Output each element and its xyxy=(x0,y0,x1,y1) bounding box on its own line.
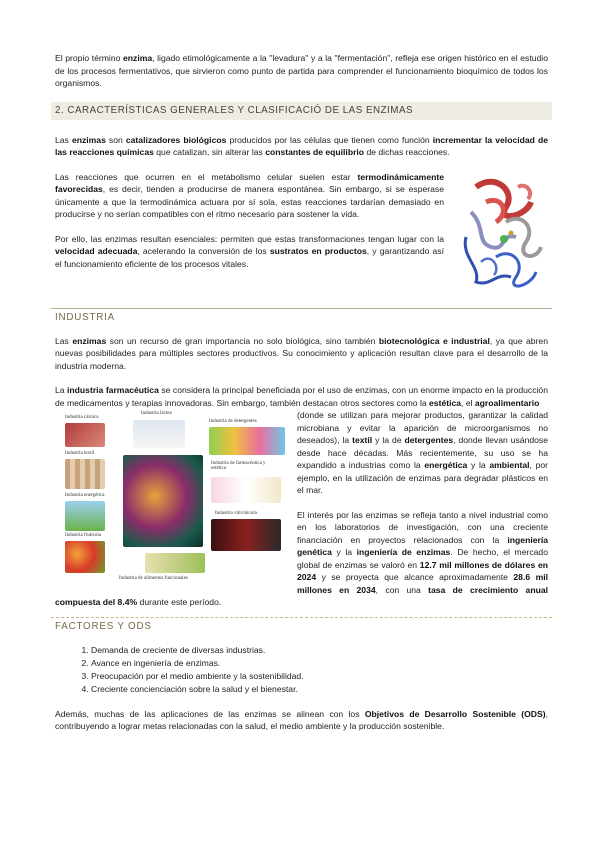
industria-sectores-paragraph: La industria farmacéutica se considera la principal beneficiada por el uso de enzimas, con un enorme impacto en la producción de medicamentos y terapias innovadoras. Sin embargo, también destacan otros sectores como la estética, el agroalimentario xyxy=(55,385,548,408)
industria-sectores-continued: (donde se utilizan para mejorar productos, garantizar la calidad microbiana y evitar la aparición de microorganismos no deseados), la textil y la de detergentes, donde llevan usándose desde hace décadas. Más recientemente, su uso se ha expandido a industrias como la energética y la ambiental, por ejemplo, en la utilización de enzimas para degradar plásticos en el mar. xyxy=(297,410,548,495)
industria-intro-paragraph: Las enzimas son un recurso de gran importancia no solo biológica, sino también biotecnológica e industrial, ya que abren nuevas posibilidades para múltiples sectores productivos. Su conocimiento y aplicación resultan clave para el desarrollo de la industria moderna. xyxy=(55,335,548,371)
termodinamica-paragraph: Las reacciones que ocurren en el metabolismo celular suelen estar termodinámicamente favorecidas, es decir, tienden a producirse de manera espontánea. Sin embargo, si se esperase únicamente a que la termodinámica actuara por sí sola, estas reacciones tardarían demasiado en producirse y no serían compatibles con el ritmo necesario para sostener la vida. xyxy=(55,171,444,219)
functional-food-photo xyxy=(145,553,205,573)
enzyme-art-photo xyxy=(123,455,203,547)
label-industria-detergentes: Industria de detergentes xyxy=(209,419,257,424)
section-2-title: 2. CARACTERÍSTICAS GENERALES Y CLASIFICACIÓ DE LAS ENZIMAS xyxy=(55,105,414,116)
industry-collage-image xyxy=(55,411,287,583)
velocidad-paragraph: Por ello, las enzimas resultan esenciales: permiten que estas transformaciones tengan lugar con la velocidad adecuada, acelerando la conversión de los sustratos en productos, y garantizando así el funcionamiento eficiente de los procesos vitales. xyxy=(55,233,444,269)
label-industria-energetica: Industria energética xyxy=(65,493,105,498)
fruit-photo xyxy=(65,541,105,573)
meat-photo xyxy=(65,423,105,447)
label-industria-textil: Industria textil xyxy=(65,451,95,456)
label-industria-lactea: Industria láctea xyxy=(141,411,172,416)
wine-photo xyxy=(211,519,281,551)
document-page xyxy=(55,52,548,733)
label-industria-alimentos: Industria de alimentos funcionales xyxy=(119,576,188,581)
enzimas-definition-paragraph: Las enzimas son catalizadores biológicos producidos por las células que tienen como función incrementar la velocidad de las reacciones químicas que catalizan, sin alterar las constantes de equilibrio de dichas reacciones. xyxy=(55,134,548,157)
factores-title: FACTORES Y ODS xyxy=(55,620,152,632)
mercado-paragraph: El interés por las enzimas se refleja tanto a nivel industrial como en los laboratorios de investigación, con una creciente financiación en proyectos relacionados con la ingeniería genética y la ingeniería de enzimas. De hecho, el mercado global de enzimas se valoró en 12.7 mil millones de dólares en 2024 y se proyecta que alcance aproximadamente 28.6 mil millones en 2034, con una tasa de crecimiento anual compuesta del 8.4% durante este período. xyxy=(55,509,549,607)
label-industria-vitivinicola: Industria vitivinícola xyxy=(215,511,257,516)
list-item: 4. Creciente concienciación sobre la salud y el bienestar. xyxy=(91,683,548,696)
enzyme-structure-image xyxy=(456,167,548,297)
dairy-photo xyxy=(133,420,185,448)
ods-paragraph: Además, muchas de las aplicaciones de las enzimas se alinean con los Objetivos de Desarrollo Sostenible (ODS), contribuyendo a lograr metas relacionadas con la salud, el medio ambiente y la producción sostenible. xyxy=(55,708,548,731)
detergent-photo xyxy=(209,427,285,455)
label-industria-fruticola: Industria frutícola xyxy=(65,533,101,538)
list-item: 3. Preocupación por el medio ambiente y la sostenibilidad. xyxy=(91,670,548,683)
label-industria-farmaceutica: Industria de farmacéutica y estética xyxy=(211,461,266,471)
section-2-header xyxy=(51,102,552,120)
industria-title: INDUSTRIA xyxy=(55,311,115,323)
list-item: 2. Avance en ingeniería de enzimas. xyxy=(91,657,548,670)
label-industria-carnica: Industria cárnica xyxy=(65,415,99,420)
energy-photo xyxy=(65,501,105,531)
textile-photo xyxy=(65,459,105,489)
factores-list xyxy=(55,644,548,696)
list-item: 1. Demanda de creciente de diversas industrias. xyxy=(91,644,548,657)
intro-paragraph: El propio término enzima, ligado etimológicamente a la "levadura" y a la "fermentación", refleja ese origen histórico en el estudio de los procesos fermentativos, que sirvieron como punto de partida para comprender el funcionamiento bioquímico de todos los organismos. xyxy=(55,53,548,88)
pharma-photo xyxy=(211,477,281,503)
